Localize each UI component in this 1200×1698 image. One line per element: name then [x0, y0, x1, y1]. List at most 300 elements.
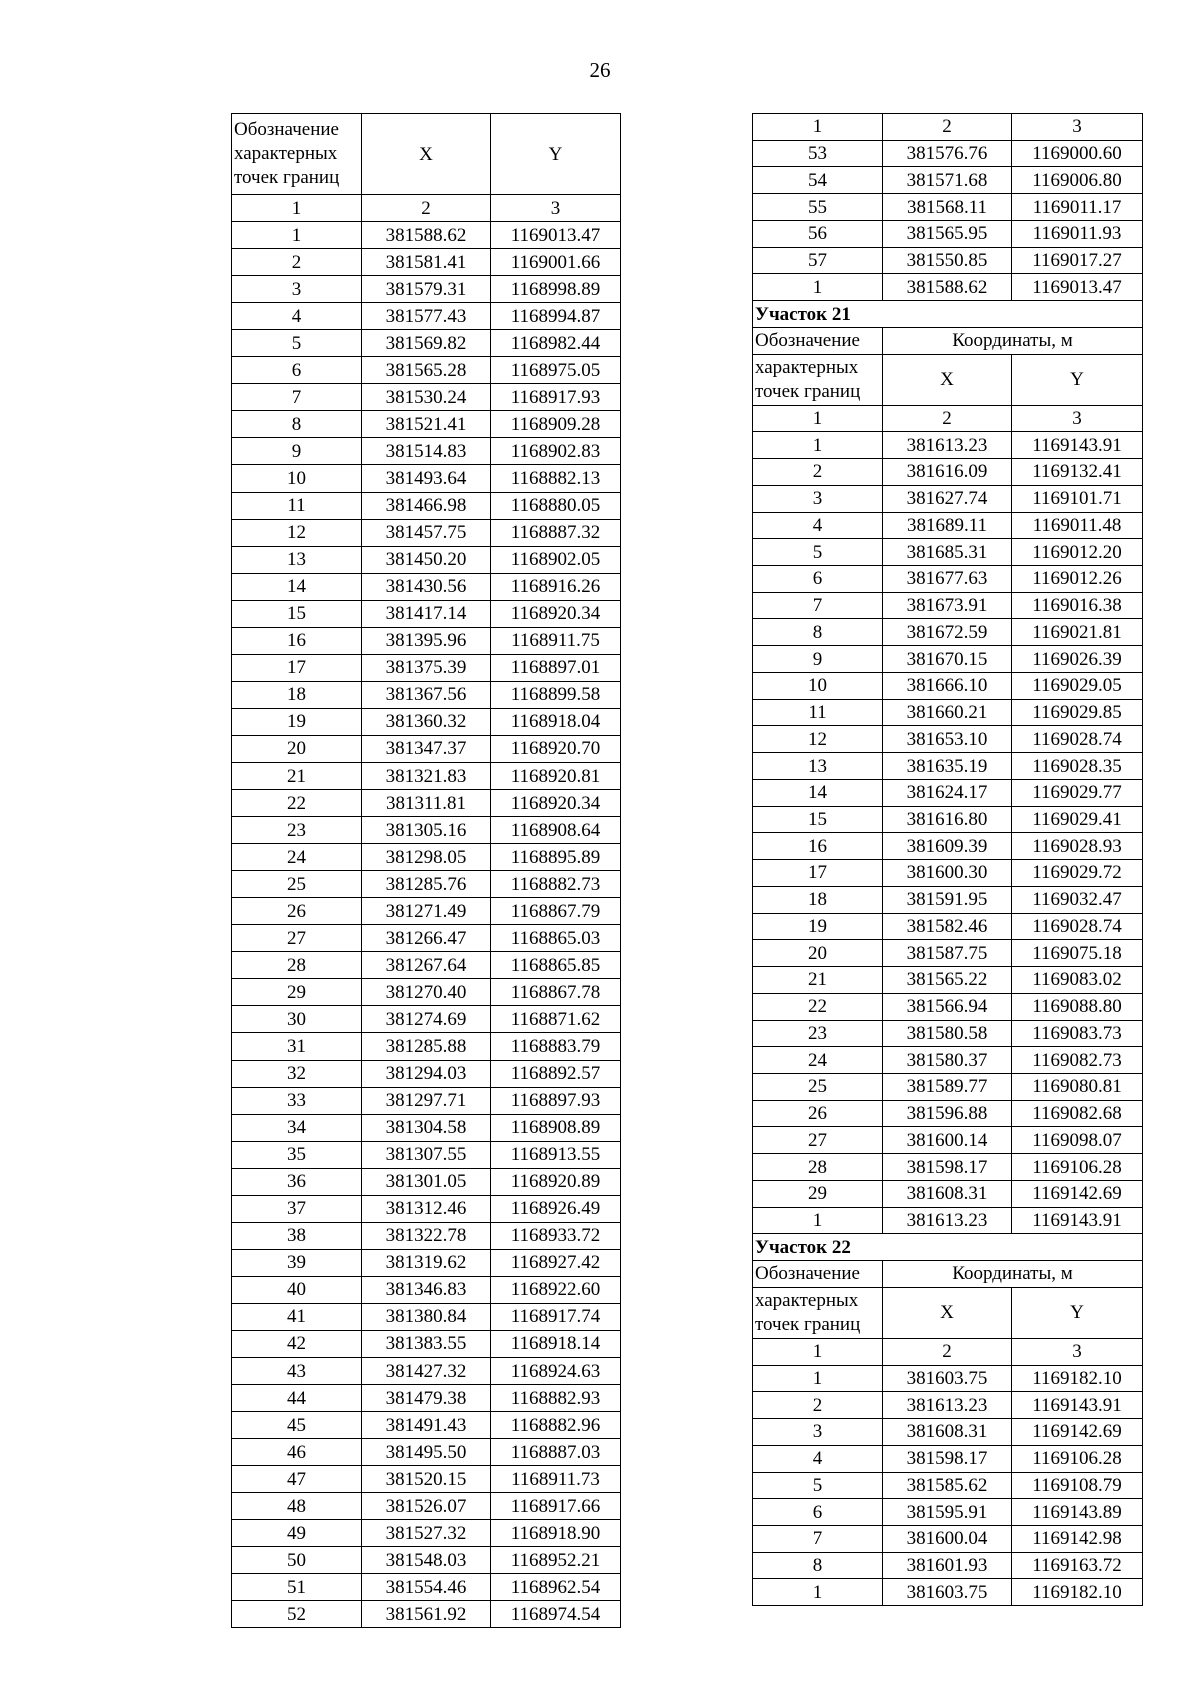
y-coordinate: 1168920.34	[491, 790, 621, 817]
designation-header-line: точек границ	[755, 380, 861, 402]
coordinates-header: Координаты, м	[883, 327, 1143, 354]
point-number: 2	[753, 459, 883, 486]
x-coordinate: 381561.92	[362, 1601, 491, 1628]
table-row	[753, 140, 1143, 167]
x-coordinate: 381307.55	[362, 1141, 491, 1168]
table-row	[753, 1472, 1143, 1499]
x-coordinate: 381601.93	[883, 1552, 1012, 1579]
y-coordinate: 1169163.72	[1012, 1552, 1143, 1579]
point-number: 32	[232, 1060, 362, 1087]
y-coordinate: 1168917.66	[491, 1493, 621, 1520]
point-number: 46	[232, 1439, 362, 1466]
point-number: 20	[753, 940, 883, 967]
point-number: 14	[232, 573, 362, 600]
table-row	[232, 681, 621, 708]
x-coordinate: 381627.74	[883, 485, 1012, 512]
point-number: 34	[232, 1114, 362, 1141]
x-coordinate: 381457.75	[362, 519, 491, 546]
x-coordinate: 381579.31	[362, 276, 491, 303]
column-number: 3	[491, 195, 621, 222]
y-coordinate: 1168918.90	[491, 1520, 621, 1547]
x-coordinate: 381479.38	[362, 1385, 491, 1412]
point-number: 3	[232, 276, 362, 303]
table-row	[232, 1141, 621, 1168]
table-row	[232, 1520, 621, 1547]
column-number: 2	[883, 405, 1012, 432]
y-coordinate: 1168865.85	[491, 952, 621, 979]
y-coordinate: 1169032.47	[1012, 886, 1143, 913]
designation-header-line: характерных	[755, 356, 859, 378]
point-number: 51	[232, 1574, 362, 1601]
x-coordinate: 381267.64	[362, 952, 491, 979]
x-coordinate: 381466.98	[362, 492, 491, 519]
x-coordinate: 381294.03	[362, 1060, 491, 1087]
right-table-body	[753, 114, 1143, 1606]
point-number: 5	[753, 539, 883, 566]
y-coordinate: 1168927.42	[491, 1249, 621, 1276]
x-coordinate: 381493.64	[362, 465, 491, 492]
point-number: 7	[232, 384, 362, 411]
point-number: 29	[753, 1180, 883, 1207]
point-number: 49	[232, 1520, 362, 1547]
x-coordinate: 381608.31	[883, 1419, 1012, 1446]
y-coordinate: 1169098.07	[1012, 1127, 1143, 1154]
y-coordinate: 1169083.73	[1012, 1020, 1143, 1047]
x-coordinate: 381375.39	[362, 654, 491, 681]
y-coordinate: 1169013.47	[491, 222, 621, 249]
table-row	[232, 465, 621, 492]
table-row	[753, 592, 1143, 619]
table-row	[753, 539, 1143, 566]
point-number: 41	[232, 1303, 362, 1330]
designation-header: Обозначение характерных точек границ	[232, 114, 362, 195]
point-number: 5	[232, 330, 362, 357]
x-coordinate: 381304.58	[362, 1114, 491, 1141]
table-row	[753, 1100, 1143, 1127]
y-coordinate: 1168962.54	[491, 1574, 621, 1601]
x-coordinate: 381530.24	[362, 384, 491, 411]
column-number-row	[753, 114, 1143, 141]
point-number: 40	[232, 1276, 362, 1303]
y-coordinate: 1168908.64	[491, 817, 621, 844]
y-coordinate: 1168892.57	[491, 1060, 621, 1087]
y-coordinate: 1169016.38	[1012, 592, 1143, 619]
point-number: 15	[232, 600, 362, 627]
y-coordinate: 1168922.60	[491, 1276, 621, 1303]
x-coordinate: 381589.77	[883, 1073, 1012, 1100]
y-coordinate: 1168883.79	[491, 1033, 621, 1060]
y-coordinate: 1168902.83	[491, 438, 621, 465]
point-number: 47	[232, 1466, 362, 1493]
table-row	[753, 566, 1143, 593]
y-coordinate: 1169143.91	[1012, 1392, 1143, 1419]
y-coordinate: 1168982.44	[491, 330, 621, 357]
point-number: 1	[753, 274, 883, 301]
point-number: 6	[232, 357, 362, 384]
y-coordinate: 1169006.80	[1012, 167, 1143, 194]
point-number: 9	[753, 646, 883, 673]
x-coordinate: 381520.15	[362, 1466, 491, 1493]
section-header-row	[753, 1261, 1143, 1288]
y-coordinate: 1168920.70	[491, 735, 621, 762]
y-header: Y	[1012, 1287, 1143, 1338]
point-number: 25	[753, 1073, 883, 1100]
table-row	[232, 1358, 621, 1385]
y-coordinate: 1169106.28	[1012, 1154, 1143, 1181]
designation-header-line: точек границ	[755, 1313, 861, 1335]
column-number: 1	[232, 195, 362, 222]
x-coordinate: 381595.91	[883, 1499, 1012, 1526]
x-coordinate: 381588.62	[362, 222, 491, 249]
column-number: 3	[1012, 405, 1143, 432]
y-coordinate: 1168871.62	[491, 1006, 621, 1033]
table-row	[232, 1168, 621, 1195]
point-number: 5	[753, 1472, 883, 1499]
point-number: 11	[753, 699, 883, 726]
x-coordinate: 381598.17	[883, 1154, 1012, 1181]
y-coordinate: 1169142.69	[1012, 1180, 1143, 1207]
table-row	[232, 871, 621, 898]
point-number: 17	[753, 860, 883, 887]
point-number: 38	[232, 1222, 362, 1249]
y-coordinate: 1169083.02	[1012, 967, 1143, 994]
x-coordinate: 381576.76	[883, 140, 1012, 167]
x-coordinate: 381585.62	[883, 1472, 1012, 1499]
x-coordinate: 381566.94	[883, 993, 1012, 1020]
y-coordinate: 1168917.74	[491, 1303, 621, 1330]
x-coordinate: 381581.41	[362, 249, 491, 276]
y-coordinate: 1168908.89	[491, 1114, 621, 1141]
x-coordinate: 381577.43	[362, 303, 491, 330]
point-number: 50	[232, 1547, 362, 1574]
point-number: 3	[753, 485, 883, 512]
table-row	[232, 384, 621, 411]
point-number: 54	[753, 167, 883, 194]
point-number: 18	[753, 886, 883, 913]
table-row	[753, 646, 1143, 673]
y-coordinate: 1168887.32	[491, 519, 621, 546]
y-coordinate: 1168895.89	[491, 844, 621, 871]
y-coordinate: 1168920.34	[491, 600, 621, 627]
page-number: 26	[589, 58, 611, 82]
x-coordinate: 381653.10	[883, 726, 1012, 753]
x-coordinate: 381367.56	[362, 681, 491, 708]
table-row	[753, 753, 1143, 780]
point-number: 21	[753, 967, 883, 994]
point-number: 35	[232, 1141, 362, 1168]
x-coordinate: 381495.50	[362, 1439, 491, 1466]
point-number: 52	[232, 1601, 362, 1628]
table-row	[232, 762, 621, 789]
x-coordinate: 381383.55	[362, 1330, 491, 1357]
y-coordinate: 1169132.41	[1012, 459, 1143, 486]
y-coordinate: 1169143.91	[1012, 432, 1143, 459]
x-coordinate: 381347.37	[362, 735, 491, 762]
point-number: 28	[232, 952, 362, 979]
x-coordinate: 381380.84	[362, 1303, 491, 1330]
column-number-row	[753, 405, 1143, 432]
table-row	[232, 979, 621, 1006]
y-coordinate: 1169001.66	[491, 249, 621, 276]
y-coordinate: 1169028.93	[1012, 833, 1143, 860]
table-row	[753, 220, 1143, 247]
x-coordinate: 381270.40	[362, 979, 491, 1006]
y-coordinate: 1168897.01	[491, 654, 621, 681]
table-row	[232, 925, 621, 952]
x-header: X	[883, 354, 1012, 405]
x-coordinate: 381660.21	[883, 699, 1012, 726]
table-row	[753, 726, 1143, 753]
y-coordinate: 1169029.41	[1012, 806, 1143, 833]
point-number: 28	[753, 1154, 883, 1181]
x-coordinate: 381514.83	[362, 438, 491, 465]
x-coordinate: 381319.62	[362, 1249, 491, 1276]
column-number-row	[753, 1338, 1143, 1365]
y-coordinate: 1169021.81	[1012, 619, 1143, 646]
y-coordinate: 1168974.54	[491, 1601, 621, 1628]
point-number: 30	[232, 1006, 362, 1033]
point-number: 7	[753, 592, 883, 619]
point-number: 25	[232, 871, 362, 898]
column-number: 3	[1012, 1338, 1143, 1365]
x-coordinate: 381417.14	[362, 600, 491, 627]
point-number: 4	[753, 512, 883, 539]
point-number: 10	[753, 672, 883, 699]
y-coordinate: 1168975.05	[491, 357, 621, 384]
point-number: 11	[232, 492, 362, 519]
table-row	[232, 600, 621, 627]
point-number: 12	[232, 519, 362, 546]
table-row	[753, 1552, 1143, 1579]
x-header: X	[883, 1287, 1012, 1338]
point-number: 18	[232, 681, 362, 708]
point-number: 2	[232, 249, 362, 276]
column-number: 2	[883, 114, 1012, 141]
table-row	[232, 492, 621, 519]
y-coordinate: 1168913.55	[491, 1141, 621, 1168]
x-coordinate: 381670.15	[883, 646, 1012, 673]
y-coordinate: 1169182.10	[1012, 1365, 1143, 1392]
y-coordinate: 1168926.49	[491, 1195, 621, 1222]
x-coordinate: 381587.75	[883, 940, 1012, 967]
x-coordinate: 381427.32	[362, 1358, 491, 1385]
table-row	[232, 330, 621, 357]
point-number: 26	[753, 1100, 883, 1127]
point-number: 53	[753, 140, 883, 167]
table-row	[753, 860, 1143, 887]
coordinates-table-left	[231, 113, 621, 1628]
table-row	[232, 1276, 621, 1303]
point-number: 6	[753, 1499, 883, 1526]
point-number: 1	[753, 1365, 883, 1392]
y-coordinate: 1168918.14	[491, 1330, 621, 1357]
point-number: 29	[232, 979, 362, 1006]
point-number: 31	[232, 1033, 362, 1060]
y-coordinate: 1169182.10	[1012, 1579, 1143, 1606]
designation-header-line: Обозначение	[753, 327, 883, 354]
table-row	[232, 249, 621, 276]
y-coordinate: 1168880.05	[491, 492, 621, 519]
table-row	[232, 1087, 621, 1114]
table-row	[753, 1020, 1143, 1047]
y-coordinate: 1168952.21	[491, 1547, 621, 1574]
x-coordinate: 381321.83	[362, 762, 491, 789]
point-number: 13	[753, 753, 883, 780]
coordinates-table-right	[752, 113, 1143, 1606]
table-row	[232, 952, 621, 979]
table-row	[753, 1154, 1143, 1181]
table-row	[753, 886, 1143, 913]
column-number: 1	[753, 405, 883, 432]
x-coordinate: 381274.69	[362, 1006, 491, 1033]
point-number: 55	[753, 194, 883, 221]
table-row	[753, 1392, 1143, 1419]
x-coordinate: 381550.85	[883, 247, 1012, 274]
y-coordinate: 1168920.81	[491, 762, 621, 789]
point-number: 14	[753, 779, 883, 806]
y-coordinate: 1168899.58	[491, 681, 621, 708]
table-row	[232, 411, 621, 438]
point-number: 48	[232, 1493, 362, 1520]
point-number: 20	[232, 735, 362, 762]
point-number: 1	[232, 222, 362, 249]
y-coordinate: 1168911.73	[491, 1466, 621, 1493]
table-row	[232, 1330, 621, 1357]
x-coordinate: 381346.83	[362, 1276, 491, 1303]
x-coordinate: 381565.28	[362, 357, 491, 384]
x-coordinate: 381588.62	[883, 274, 1012, 301]
y-header: Y	[491, 114, 621, 195]
point-number: 27	[753, 1127, 883, 1154]
y-coordinate: 1169013.47	[1012, 274, 1143, 301]
table-row	[232, 222, 621, 249]
table-row	[753, 1499, 1143, 1526]
table-row	[753, 940, 1143, 967]
y-coordinate: 1168920.89	[491, 1168, 621, 1195]
y-coordinate: 1168865.03	[491, 925, 621, 952]
x-coordinate: 381608.31	[883, 1180, 1012, 1207]
point-number: 44	[232, 1385, 362, 1412]
x-coordinate: 381613.23	[883, 1392, 1012, 1419]
table-row	[753, 619, 1143, 646]
table-row	[232, 1033, 621, 1060]
point-number: 6	[753, 566, 883, 593]
section-title: Участок 21	[753, 301, 1143, 328]
table-row	[232, 1466, 621, 1493]
x-coordinate: 381600.14	[883, 1127, 1012, 1154]
table-row	[232, 790, 621, 817]
x-coordinate: 381685.31	[883, 539, 1012, 566]
x-coordinate: 381526.07	[362, 1493, 491, 1520]
point-number: 10	[232, 465, 362, 492]
x-coordinate: 381672.59	[883, 619, 1012, 646]
point-number: 26	[232, 898, 362, 925]
y-coordinate: 1168998.89	[491, 276, 621, 303]
table-row	[753, 1047, 1143, 1074]
y-coordinate: 1168911.75	[491, 627, 621, 654]
y-coordinate: 1169029.05	[1012, 672, 1143, 699]
x-coordinate: 381569.82	[362, 330, 491, 357]
table-row	[753, 1073, 1143, 1100]
y-coordinate: 1169000.60	[1012, 140, 1143, 167]
table-row	[232, 1249, 621, 1276]
y-header: Y	[1012, 354, 1143, 405]
x-coordinate: 381677.63	[883, 566, 1012, 593]
point-number: 33	[232, 1087, 362, 1114]
point-number: 3	[753, 1419, 883, 1446]
point-number: 15	[753, 806, 883, 833]
x-coordinate: 381360.32	[362, 708, 491, 735]
table-row	[232, 1303, 621, 1330]
point-number: 4	[753, 1445, 883, 1472]
x-coordinate: 381613.23	[883, 1207, 1012, 1234]
section-title-row	[753, 1234, 1143, 1261]
table-row	[753, 1127, 1143, 1154]
x-coordinate: 381312.46	[362, 1195, 491, 1222]
y-coordinate: 1168933.72	[491, 1222, 621, 1249]
x-coordinate: 381322.78	[362, 1222, 491, 1249]
table-row	[232, 735, 621, 762]
column-number: 2	[883, 1338, 1012, 1365]
table-row	[232, 1060, 621, 1087]
table-row	[232, 627, 621, 654]
y-coordinate: 1168882.93	[491, 1385, 621, 1412]
point-number: 1	[753, 1207, 883, 1234]
point-number: 1	[753, 1579, 883, 1606]
y-coordinate: 1169011.48	[1012, 512, 1143, 539]
y-coordinate: 1168909.28	[491, 411, 621, 438]
y-coordinate: 1168924.63	[491, 1358, 621, 1385]
point-number: 9	[232, 438, 362, 465]
table-row	[232, 1439, 621, 1466]
x-coordinate: 381616.80	[883, 806, 1012, 833]
x-coordinate: 381305.16	[362, 817, 491, 844]
point-number: 36	[232, 1168, 362, 1195]
x-coordinate: 381565.22	[883, 967, 1012, 994]
table-row	[753, 1180, 1143, 1207]
point-number: 22	[753, 993, 883, 1020]
y-coordinate: 1169028.35	[1012, 753, 1143, 780]
section-title-row	[753, 301, 1143, 328]
table-row	[232, 438, 621, 465]
table-row	[232, 303, 621, 330]
x-coordinate: 381600.04	[883, 1525, 1012, 1552]
designation-header-cell	[753, 354, 883, 405]
table-row	[753, 247, 1143, 274]
table-row	[232, 1574, 621, 1601]
table-row	[232, 357, 621, 384]
x-coordinate: 381616.09	[883, 459, 1012, 486]
y-coordinate: 1169108.79	[1012, 1472, 1143, 1499]
table-row	[753, 485, 1143, 512]
table-row	[753, 459, 1143, 486]
x-coordinate: 381571.68	[883, 167, 1012, 194]
column-number: 2	[362, 195, 491, 222]
table-row	[232, 1601, 621, 1628]
y-coordinate: 1169011.93	[1012, 220, 1143, 247]
table-row	[753, 993, 1143, 1020]
table-row	[753, 779, 1143, 806]
point-number: 12	[753, 726, 883, 753]
x-coordinate: 381666.10	[883, 672, 1012, 699]
section-header-row	[753, 354, 1143, 405]
table-row	[232, 898, 621, 925]
point-number: 43	[232, 1358, 362, 1385]
y-coordinate: 1168918.04	[491, 708, 621, 735]
table-row	[232, 1547, 621, 1574]
column-number-row	[232, 195, 621, 222]
point-number: 19	[232, 708, 362, 735]
